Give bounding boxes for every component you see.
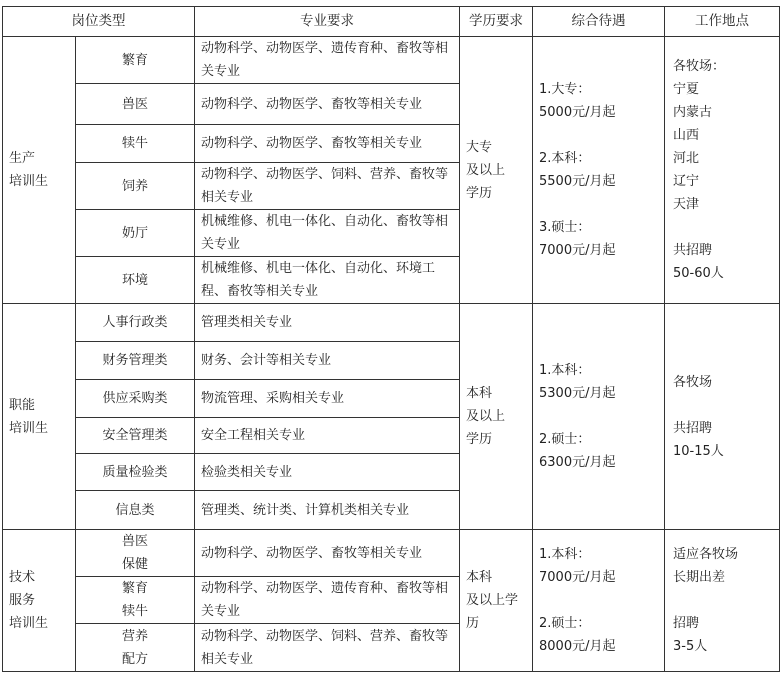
position-cell: 供应采购类 xyxy=(76,380,195,418)
position-cell: 奶厅 xyxy=(76,210,195,257)
major-cell: 动物科学、动物医学、饲料、营养、畜牧等相关专业 xyxy=(195,163,460,210)
major-cell: 动物科学、动物医学、饲料、营养、畜牧等相关专业 xyxy=(195,624,460,672)
major-cell: 管理类相关专业 xyxy=(195,304,460,342)
position-cell: 环境 xyxy=(76,257,195,304)
major-cell: 动物科学、动物医学、畜牧等相关专业 xyxy=(195,530,460,577)
position-cell: 信息类 xyxy=(76,491,195,530)
major-cell: 动物科学、动物医学、遗传育种、畜牧等相关专业 xyxy=(195,37,460,84)
major-cell: 动物科学、动物医学、畜牧等相关专业 xyxy=(195,125,460,163)
major-cell: 管理类、统计类、计算机类相关专业 xyxy=(195,491,460,530)
group-type: 生产 培训生 xyxy=(3,37,76,304)
position-cell: 安全管理类 xyxy=(76,418,195,454)
position-cell: 财务管理类 xyxy=(76,342,195,380)
position-cell: 兽医 xyxy=(76,84,195,125)
major-cell: 安全工程相关专业 xyxy=(195,418,460,454)
table-row xyxy=(3,530,780,577)
header-salary: 综合待遇 xyxy=(533,7,665,37)
major-cell: 机械维修、机电一体化、自动化、环境工程、畜牧等相关专业 xyxy=(195,257,460,304)
position-cell: 营养 配方 xyxy=(76,624,195,672)
major-cell: 财务、会计等相关专业 xyxy=(195,342,460,380)
location-cell: 各牧场： 宁夏 内蒙古 山西 河北 辽宁 天津 共招聘 50-60人 xyxy=(665,37,780,304)
major-cell: 检验类相关专业 xyxy=(195,454,460,491)
major-cell: 物流管理、采购相关专业 xyxy=(195,380,460,418)
header-position-type: 岗位类型 xyxy=(3,7,195,37)
salary-cell: 1.大专： 5000元/月起 2.本科： 5500元/月起 3.硕士： 7000元/月起 xyxy=(533,37,665,304)
education-cell: 大专 及以上 学历 xyxy=(460,37,533,304)
position-cell: 繁育 犊牛 xyxy=(76,577,195,624)
table-row xyxy=(3,304,780,342)
education-cell: 本科 及以上 学历 xyxy=(460,304,533,530)
major-cell: 动物科学、动物医学、遗传育种、畜牧等相关专业 xyxy=(195,577,460,624)
major-cell: 机械维修、机电一体化、自动化、畜牧等相关专业 xyxy=(195,210,460,257)
header-location: 工作地点 xyxy=(665,7,780,37)
position-cell: 饲养 xyxy=(76,163,195,210)
position-cell: 人事行政类 xyxy=(76,304,195,342)
salary-cell: 1.本科： 7000元/月起 2.硕士： 8000元/月起 xyxy=(533,530,665,672)
group-type: 职能 培训生 xyxy=(3,304,76,530)
position-cell: 犊牛 xyxy=(76,125,195,163)
position-cell: 质量检验类 xyxy=(76,454,195,491)
major-cell: 动物科学、动物医学、畜牧等相关专业 xyxy=(195,84,460,125)
position-cell: 兽医 保健 xyxy=(76,530,195,577)
table-row xyxy=(3,37,780,84)
header-education: 学历要求 xyxy=(460,7,533,37)
header-row xyxy=(3,7,780,37)
position-cell: 繁育 xyxy=(76,37,195,84)
education-cell: 本科 及以上学 历 xyxy=(460,530,533,672)
header-major: 专业要求 xyxy=(195,7,460,37)
salary-cell: 1.本科： 5300元/月起 2.硕士： 6300元/月起 xyxy=(533,304,665,530)
location-cell: 各牧场 共招聘 10-15人 xyxy=(665,304,780,530)
location-cell: 适应各牧场 长期出差 招聘 3-5人 xyxy=(665,530,780,672)
group-type: 技术 服务 培训生 xyxy=(3,530,76,672)
recruitment-table xyxy=(2,6,780,672)
